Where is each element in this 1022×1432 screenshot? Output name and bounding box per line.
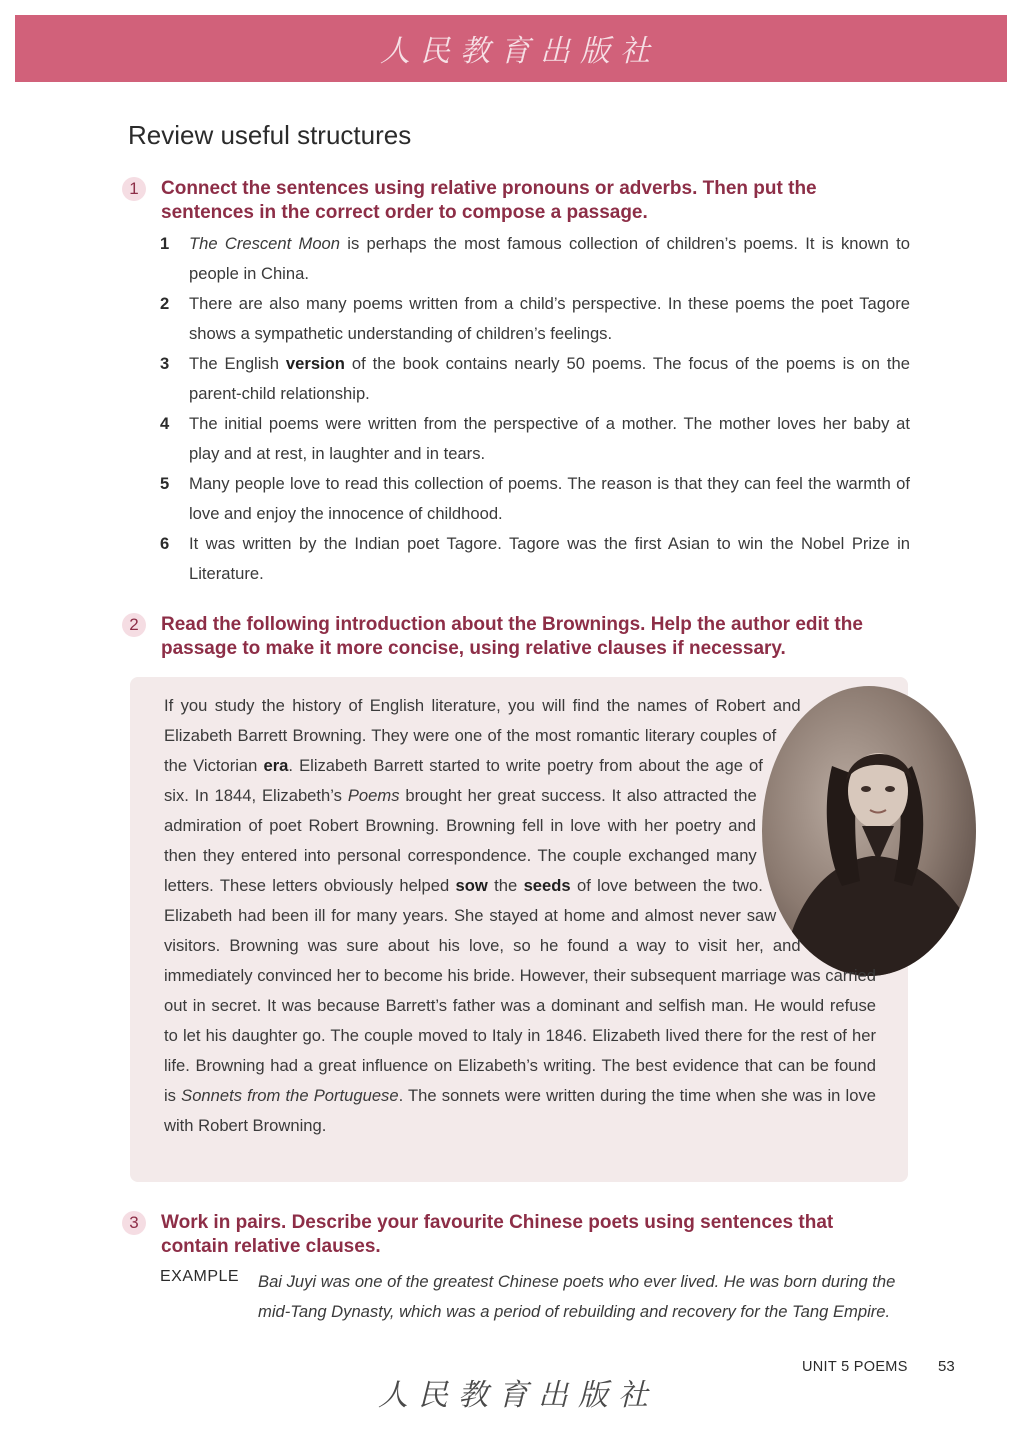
example-text: Bai Juyi was one of the greatest Chinese poets who ever lived. He was born during the mid-Tang Dynasty, which was a period of rebuilding and recovery for the Tang Empire. <box>258 1272 896 1321</box>
book-title: The Crescent Moon <box>189 234 341 253</box>
item-text: It was written by the Indian poet Tagore. Tagore was the first Asian to win the Nobel Prize in Literature. <box>189 534 910 583</box>
vocabulary-word: version <box>285 354 345 373</box>
footer-unit: UNIT 5 POEMS <box>802 1359 908 1375</box>
vocabulary-word: sow <box>455 876 488 895</box>
task-2-instruction: Read the following introduction about the Brownings. Help the author edit the passage to make it more concise, using relative clauses if necessary. <box>161 614 863 659</box>
item-number: 6 <box>160 534 170 553</box>
task-3-instruction: Work in pairs. Describe your favourite Chinese poets using sentences that contain relative clauses. <box>161 1212 834 1257</box>
task-2-number: 2 <box>122 613 146 637</box>
item-number: 3 <box>160 354 170 373</box>
vocabulary-word: seeds <box>523 876 571 895</box>
page-number: 53 <box>938 1358 955 1375</box>
list-item <box>160 529 910 589</box>
book-title: Poems <box>347 786 400 805</box>
publisher-watermark-top: 人民教育出版社 <box>380 34 660 69</box>
list-item <box>160 289 910 349</box>
book-title: Sonnets from the Portuguese <box>181 1086 399 1105</box>
item-text: There are also many poems written from a child’s perspective. In these poems the poet Tagore shows a sympathetic understanding of children’s feelings. <box>189 294 910 343</box>
vocabulary-word: era <box>263 756 289 775</box>
list-item <box>160 229 910 289</box>
section-title: Review useful structures <box>128 120 412 150</box>
example-label: EXAMPLE <box>160 1268 240 1285</box>
task-3-number: 3 <box>122 1211 146 1235</box>
list-item <box>160 409 910 469</box>
item-number: 4 <box>160 414 170 433</box>
item-text: The English version of the book contains nearly 50 poems. The focus of the poems is on the parent-child relationship. <box>189 354 910 403</box>
item-text: Many people love to read this collection of poems. The reason is that they can feel the warmth of love and enjoy the innocence of childhood. <box>189 474 910 523</box>
task-1-instruction: Connect the sentences using relative pronouns or adverbs. Then put the sentences in the correct order to compose a passage. <box>161 178 817 223</box>
task-1-sentence-list <box>160 229 910 589</box>
list-item <box>160 349 910 409</box>
task-1-number: 1 <box>122 177 146 201</box>
item-number: 2 <box>160 294 170 313</box>
publisher-watermark-bottom: 人民教育出版社 <box>378 1378 658 1413</box>
list-item <box>160 469 910 529</box>
item-number: 1 <box>160 234 170 253</box>
item-text: The Crescent Moon is perhaps the most famous collection of children’s poems. It is known to people in China. <box>189 234 911 283</box>
item-text: The initial poems were written from the perspective of a mother. The mother loves her baby at play and at rest, in laughter and in tears. <box>189 414 910 463</box>
browning-passage: If you study the history of English literature, you will find the names of Robert and Elizabeth Barrett Browning. They were one of the most romantic literary couples of the Victorian era. Elizabeth Barrett started to write poetry from about the age of six. In 1844, Elizabeth’s Poems brought her great success. It also attracted the admiration of poet Robert Browning. Browning fell in love with her poetry and then they entered into personal correspondence. The couple exchanged many letters. These letters obviously helped sow the seeds of love between the two. Elizabeth had been ill for many years. She stayed at home and almost never saw visitors. Browning was sure about his love, so he found a way to visit her, and immediately convinced her to become his bride. However, their subsequent marriage was carried out in secret. It was because Barrett’s father was a dominant and selfish man. He would refuse to let his daughter go. The couple moved to Italy in 1846. Elizabeth lived there for the rest of her life. Browning had a great influence on Elizabeth’s writing. The best evidence that can be found is Sonnets from the Portuguese. The sonnets were written during the time when she was in love with Robert Browning. <box>164 696 876 1135</box>
item-number: 5 <box>160 474 170 493</box>
